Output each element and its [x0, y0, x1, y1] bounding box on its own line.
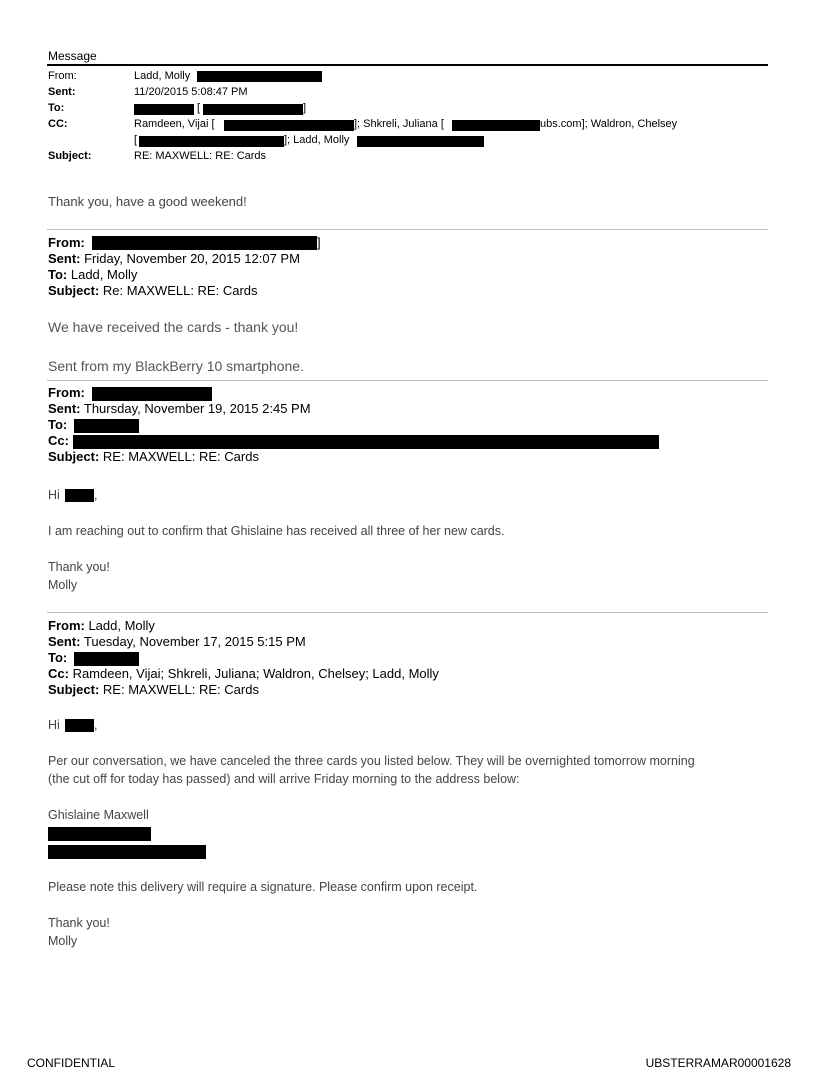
redaction [452, 120, 540, 131]
msg3-thanks: Thank you! [48, 916, 110, 930]
subject-label: Subject: [48, 150, 92, 162]
redaction [74, 419, 139, 433]
msg1-sent-line [48, 251, 300, 266]
msg2-body1: I am reaching out to confirm that Ghislaine has received all three of her new cards. [48, 524, 505, 538]
divider [47, 380, 768, 381]
redaction [74, 652, 139, 666]
msg3-sent-label: Sent: [48, 634, 81, 649]
msg3-sent-value: Tuesday, November 17, 2015 5:15 PM [80, 634, 306, 649]
msg3-to-label: To: [48, 650, 68, 665]
sent-value: 11/20/2015 5:08:47 PM [134, 86, 248, 98]
redaction [65, 489, 94, 502]
msg3-cc-value: Ramdeen, Vijai; Shkreli, Juliana; Waldron, Chelsey; Ladd, Molly [68, 666, 439, 681]
msg2-to-label: To: [48, 417, 68, 432]
redaction [203, 104, 303, 115]
msg3-body2: (the cut off for today has passed) and will arrive Friday morning to the address below: [48, 772, 520, 786]
divider [47, 612, 768, 613]
redaction [48, 845, 206, 859]
redaction [92, 387, 212, 401]
msg1-from-close: ] [317, 235, 321, 250]
msg3-from-line [48, 618, 155, 633]
msg2-cc-label: Cc: [48, 433, 69, 448]
msg2-cc-line [48, 433, 69, 448]
redaction [134, 104, 194, 115]
msg2-thanks: Thank you! [48, 560, 110, 574]
redaction [139, 136, 284, 147]
cc-label: CC: [48, 118, 68, 130]
subject-value: RE: MAXWELL: RE: Cards [134, 150, 267, 162]
msg2-subject-label: Subject: [48, 449, 100, 464]
msg2-greeting: Hi [48, 488, 60, 502]
cc-line2-b: ]; Ladd, Molly [284, 134, 350, 146]
msg3-signature: Molly [48, 934, 78, 948]
msg3-subject-line [48, 682, 259, 697]
msg3-subject-value: RE: MAXWELL: RE: Cards [99, 682, 259, 697]
msg3-cc-line [48, 666, 439, 681]
to-bracket-close: ] [303, 102, 307, 114]
redaction [92, 236, 317, 250]
msg1-sent-label: Sent: [48, 251, 81, 266]
msg1-to-value: Ladd, Molly [67, 267, 138, 282]
redaction [48, 827, 151, 841]
cc-line1-c: ubs.com]; Waldron, Chelsey [540, 118, 678, 130]
msg1-to-line [48, 267, 137, 282]
divider [47, 229, 768, 230]
to-label: To: [48, 102, 65, 114]
to-bracket-open: [ [197, 102, 201, 114]
msg2-subject-line [48, 449, 259, 464]
msg3-subject-label: Subject: [48, 682, 100, 697]
msg1-subject-label: Subject: [48, 283, 100, 298]
msg2-to-line [48, 417, 67, 432]
msg3-sent-line [48, 634, 306, 649]
cc-line2-a: [ [134, 134, 138, 146]
msg2-sent-label: Sent: [48, 401, 81, 416]
msg1-from-label: From: [48, 235, 85, 250]
redaction [224, 120, 354, 131]
redaction [65, 719, 94, 732]
msg2-sent-line [48, 401, 311, 416]
sent-label: Sent: [48, 86, 76, 98]
msg2-subject-value: RE: MAXWELL: RE: Cards [99, 449, 259, 464]
redaction [357, 136, 484, 147]
msg3-from-label: From: [48, 618, 85, 633]
header-rule [47, 64, 768, 66]
msg2-greeting-end: , [94, 488, 98, 502]
from-value: Ladd, Molly [134, 70, 191, 82]
redaction [197, 71, 322, 82]
msg1-subject-value: Re: MAXWELL: RE: Cards [99, 283, 258, 298]
reply-body: Thank you, have a good weekend! [48, 194, 247, 209]
msg2-from-line [48, 385, 85, 400]
msg1-from-line [48, 235, 85, 250]
message-label: Message [48, 49, 97, 63]
footer-bates-number: UBSTERRAMAR00001628 [645, 1056, 791, 1070]
cc-line1-a: Ramdeen, Vijai [ [134, 118, 215, 130]
msg1-to-label: To: [48, 267, 68, 282]
msg3-greeting-end: , [94, 718, 98, 732]
msg3-to-line [48, 650, 67, 665]
msg3-body3: Please note this delivery will require a signature. Please confirm upon receipt. [48, 880, 478, 894]
msg1-subject-line [48, 283, 258, 298]
footer-confidential: CONFIDENTIAL [27, 1056, 116, 1070]
msg1-sent-value: Friday, November 20, 2015 12:07 PM [80, 251, 300, 266]
msg2-signature: Molly [48, 578, 78, 592]
msg1-body1: We have received the cards - thank you! [48, 319, 299, 335]
msg3-address-name: Ghislaine Maxwell [48, 808, 149, 822]
redaction [73, 435, 659, 449]
msg2-from-label: From: [48, 385, 85, 400]
msg3-cc-label: Cc: [48, 666, 69, 681]
msg3-body1: Per our conversation, we have canceled the three cards you listed below. They will be overnighted tomorrow morning [48, 754, 695, 768]
msg2-sent-value: Thursday, November 19, 2015 2:45 PM [80, 401, 311, 416]
msg3-greeting: Hi [48, 718, 60, 732]
msg1-body2: Sent from my BlackBerry 10 smartphone. [48, 358, 304, 374]
from-label: From: [48, 70, 77, 82]
cc-line1-b: ]; Shkreli, Juliana [ [354, 118, 444, 130]
msg3-from-value: Ladd, Molly [84, 618, 155, 633]
